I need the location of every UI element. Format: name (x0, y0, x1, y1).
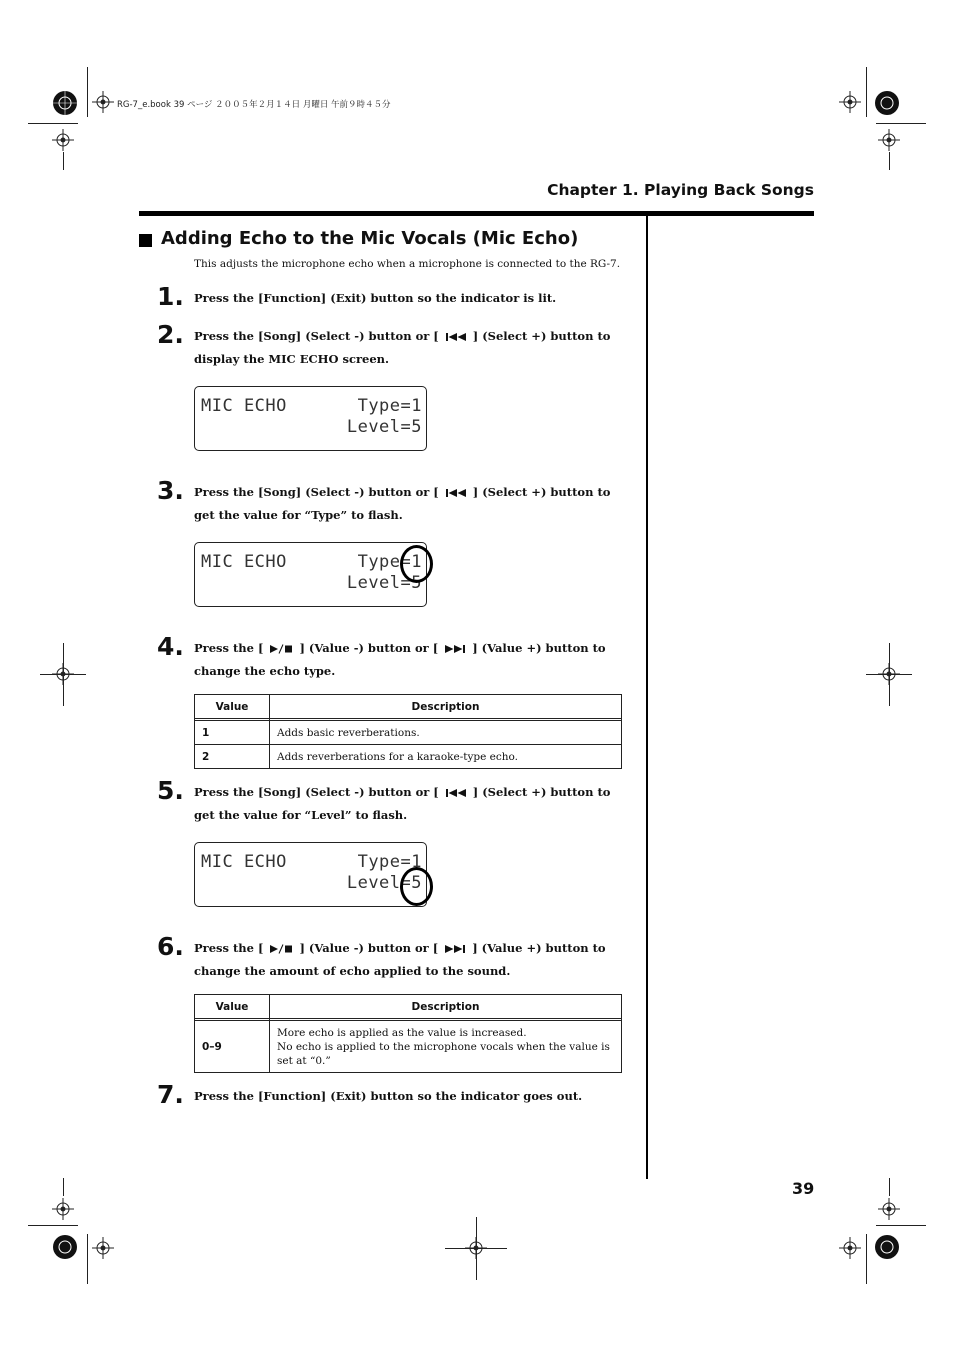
lcd-screen (194, 842, 427, 907)
table-cell-value: 2 (195, 745, 270, 769)
highlight-circle (400, 867, 433, 906)
step-number: 5. (157, 776, 184, 805)
crosshair-icon (92, 91, 114, 113)
highlight-circle (400, 545, 433, 583)
table-row (195, 745, 622, 769)
table-row (195, 721, 622, 745)
crosshair-icon (878, 1198, 900, 1220)
crosshair-icon (878, 663, 900, 685)
skip-back-icon (445, 488, 467, 498)
table-header-description: Description (270, 995, 622, 1019)
step-text (194, 287, 630, 310)
registration-dot-icon (874, 90, 900, 116)
registration-dot-icon (52, 1234, 78, 1260)
step-text-part: ] (Select +) button to get the value for “Level” to flash. (194, 785, 611, 822)
play-stop-icon (269, 944, 293, 954)
table-header-row (195, 695, 622, 719)
table-cell-description: Adds basic reverberations. (270, 721, 622, 745)
step-text-part: ] (Value -) button or [ (299, 941, 439, 955)
fast-forward-skip-icon (444, 644, 466, 654)
registration-dot-icon (52, 90, 78, 116)
step-text-part: ] (Select +) button to get the value for “Type” to flash. (194, 485, 611, 522)
page-number: 39 (792, 1179, 815, 1198)
crosshair-icon (52, 1198, 74, 1220)
lcd-level-value: Level=5 (346, 873, 422, 893)
column-rule (646, 216, 648, 1179)
step-number: 1. (157, 282, 184, 311)
crosshair-icon (878, 129, 900, 151)
table-header-row (195, 995, 622, 1019)
step-text-part: Press the [Song] (Select -) button or [ (194, 485, 439, 499)
echo-level-table (194, 994, 622, 1073)
table-cell-value: 0–9 (195, 1021, 270, 1073)
step-text (194, 937, 630, 983)
registration-dot-icon (874, 1234, 900, 1260)
chapter-heading: Chapter 1. Playing Back Songs (547, 181, 814, 199)
step-text-part: Press the [Song] (Select -) button or [ (194, 329, 439, 343)
section-title: Adding Echo to the Mic Vocals (Mic Echo) (161, 228, 579, 249)
book-metadata: RG-7_e.book 39 ページ ２００５年２月１４日 月曜日 午前９時４５分 (117, 100, 391, 110)
step-text (194, 481, 630, 527)
description-line: No echo is applied to the microphone vocals when the value is set at “0.” (277, 1040, 610, 1067)
skip-back-icon (445, 332, 467, 342)
step-number: 2. (157, 320, 184, 349)
table-cell-value: 1 (195, 721, 270, 745)
table-header-description: Description (270, 695, 622, 719)
step-text (194, 1085, 630, 1108)
lcd-title: MIC ECHO (201, 852, 287, 872)
crosshair-icon (465, 1237, 487, 1259)
step-text-part: Press the [Function] (Exit) button so the indicator goes out. (194, 1089, 583, 1103)
skip-back-icon (445, 788, 467, 798)
description-line: More echo is applied as the value is increased. (277, 1026, 527, 1039)
table-header-value: Value (195, 995, 270, 1019)
step-text-part: Press the [Function] (Exit) button so the indicator is lit. (194, 291, 557, 305)
table-cell-description (270, 1021, 622, 1073)
table-cell-description: Adds reverberations for a karaoke-type echo. (270, 745, 622, 769)
step-text-part: Press the [Song] (Select -) button or [ (194, 785, 439, 799)
lcd-title: MIC ECHO (201, 552, 287, 572)
play-stop-icon (269, 644, 293, 654)
step-number: 3. (157, 476, 184, 505)
step-number: 7. (157, 1080, 184, 1109)
section-bullet-icon (139, 234, 152, 247)
fast-forward-skip-icon (444, 944, 466, 954)
step-number: 6. (157, 932, 184, 961)
step-number: 4. (157, 632, 184, 661)
lcd-type-value: Type=1 (357, 852, 422, 872)
top-rule (139, 211, 814, 216)
step-text (194, 637, 630, 683)
crosshair-icon (52, 129, 74, 151)
step-text-part: ] (Select +) button to display the MIC ECHO screen. (194, 329, 611, 366)
step-text-part: Press the [ (194, 941, 264, 955)
lcd-screen (194, 386, 427, 451)
table-row (195, 1021, 622, 1073)
lcd-title: MIC ECHO (201, 396, 287, 416)
lcd-type-value: Type=1 (357, 552, 422, 572)
step-text (194, 781, 630, 827)
step-text-part: ] (Value +) button to change the amount of echo applied to the sound. (194, 941, 606, 978)
section-intro: This adjusts the microphone echo when a microphone is connected to the RG-7. (194, 258, 621, 270)
crosshair-icon (839, 91, 861, 113)
step-text-part: ] (Value -) button or [ (299, 641, 439, 655)
lcd-level-value: Level=5 (346, 573, 422, 593)
crosshair-icon (839, 1237, 861, 1259)
crosshair-icon (92, 1237, 114, 1259)
lcd-type-value: Type=1 (357, 396, 422, 416)
echo-type-table (194, 694, 622, 769)
crosshair-icon (52, 663, 74, 685)
step-text-part: Press the [ (194, 641, 264, 655)
table-header-value: Value (195, 695, 270, 719)
step-text (194, 325, 630, 371)
lcd-screen (194, 542, 427, 607)
step-text-part: ] (Value +) button to change the echo type. (194, 641, 606, 678)
lcd-level-value: Level=5 (346, 417, 422, 437)
